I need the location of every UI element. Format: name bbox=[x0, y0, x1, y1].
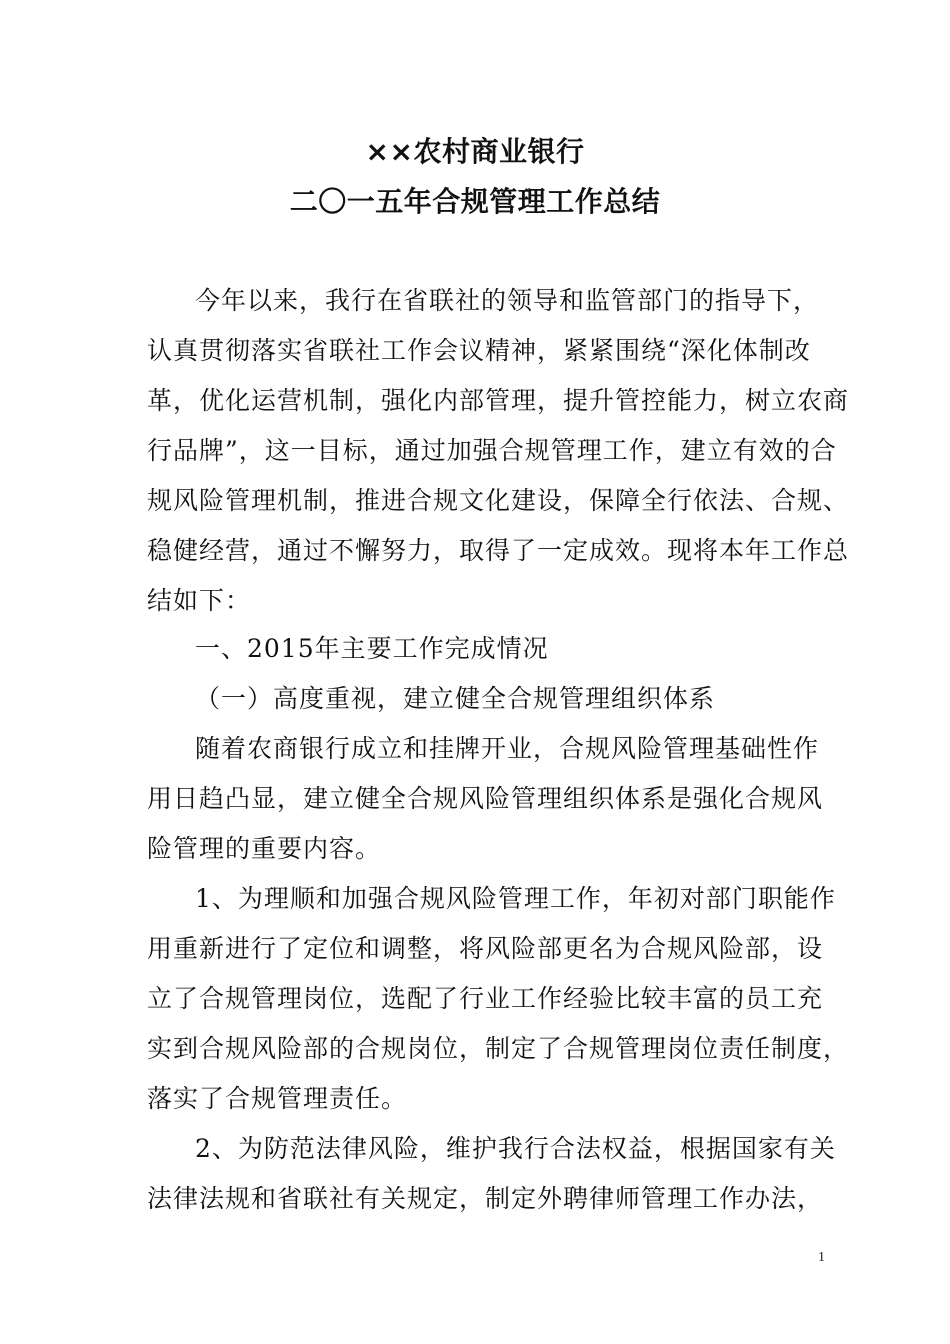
document-title-report-name: 二〇一五年合规管理工作总结 bbox=[289, 185, 661, 218]
paragraph-line: 今年以来，我行在省联社的领导和监管部门的指导下， bbox=[195, 286, 820, 315]
paragraph-line: 立了合规管理岗位，选配了行业工作经验比较丰富的员工充 bbox=[147, 984, 824, 1013]
subsection-heading: （一）高度重视，建立健全合规管理组织体系 bbox=[195, 684, 716, 713]
paragraph-line: 结如下： bbox=[147, 586, 252, 615]
paragraph-line: 用重新进行了定位和调整，将风险部更名为合规风险部，设 bbox=[147, 934, 824, 963]
paragraph-line: 实到合规风险部的合规岗位，制定了合规管理岗位责任制度， bbox=[147, 1034, 850, 1063]
document-title-bank-name: ××农村商业银行 bbox=[365, 135, 585, 168]
page-number: 1 bbox=[818, 1250, 825, 1265]
paragraph-line: 认真贯彻落实省联社工作会议精神，紧紧围绕“深化体制改 bbox=[147, 336, 811, 365]
paragraph-line: 1、为理顺和加强合规风险管理工作，年初对部门职能作 bbox=[195, 884, 836, 913]
paragraph-line: 落实了合规管理责任。 bbox=[147, 1084, 408, 1113]
section-heading: 一、2015年主要工作完成情况 bbox=[195, 634, 549, 663]
paragraph-line: 行品牌”，这一目标，通过加强合规管理工作，建立有效的合 bbox=[147, 436, 837, 465]
paragraph-line: 法律法规和省联社有关规定，制定外聘律师管理工作办法， bbox=[147, 1184, 824, 1213]
paragraph-line: 险管理的重要内容。 bbox=[147, 834, 382, 863]
paragraph-line: 革，优化运营机制，强化内部管理，提升管控能力，树立农商 bbox=[147, 386, 850, 415]
paragraph-line: 稳健经营，通过不懈努力，取得了一定成效。现将本年工作总 bbox=[147, 536, 850, 565]
paragraph-line: 规风险管理机制，推进合规文化建设，保障全行依法、合规、 bbox=[147, 486, 850, 515]
paragraph-line: 随着农商银行成立和挂牌开业，合规风险管理基础性作 bbox=[195, 734, 820, 763]
paragraph-line: 2、为防范法律风险，维护我行合法权益，根据国家有关 bbox=[195, 1134, 836, 1163]
paragraph-line: 用日趋凸显，建立健全合规风险管理组织体系是强化合规风 bbox=[147, 784, 824, 813]
